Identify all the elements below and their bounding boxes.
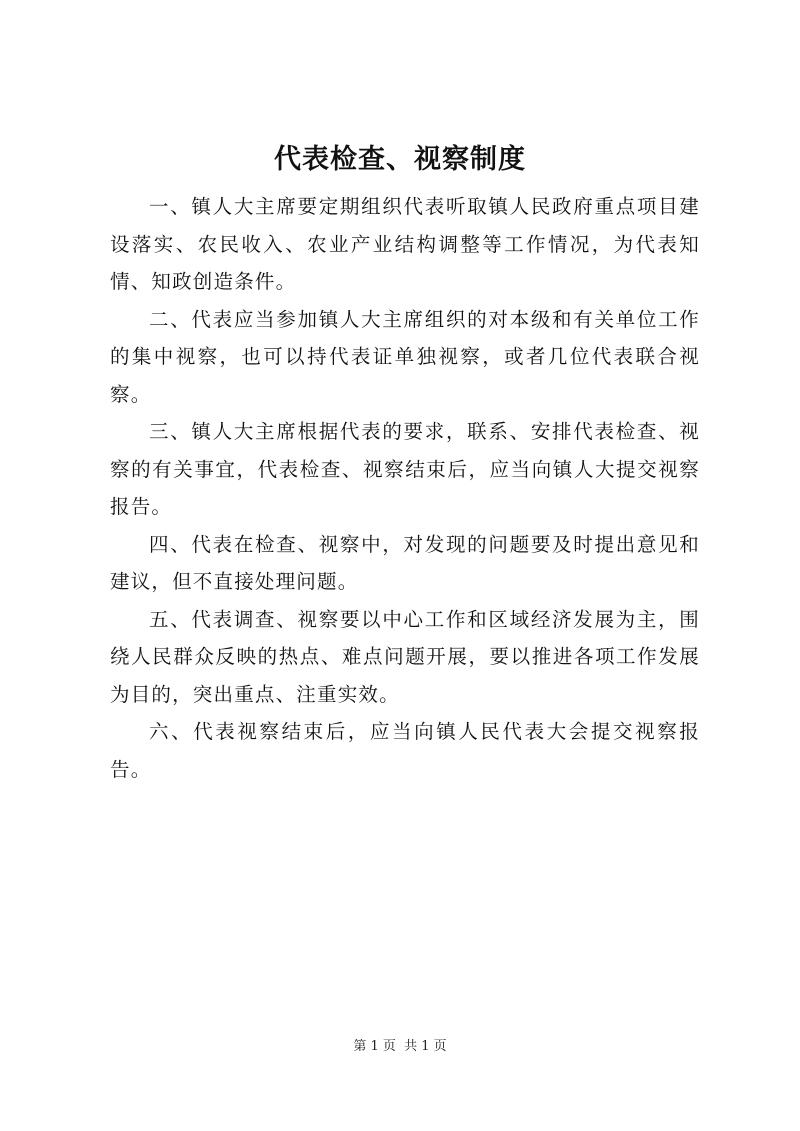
page-number-label: 第 1 页 共 1 页 — [353, 1039, 447, 1054]
document-body — [110, 188, 700, 788]
paragraph-3: 三、镇人大主席根据代表的要求，联系、安排代表检查、视察的有关事宜，代表检查、视察结束后，应当向镇人大提交视察报告。 — [110, 420, 700, 518]
paragraph-5: 五、代表调查、视察要以中心工作和区域经济发展为主，围绕人民群众反映的热点、难点问题开展，要以推进各项工作发展为目的，突出重点、注重实效。 — [110, 607, 700, 706]
page-title: 代表检查、视察制度 — [274, 144, 526, 175]
paragraph-6: 六、代表视察结束后，应当向镇人民代表大会提交视察报告。 — [110, 720, 700, 781]
page-footer — [0, 1038, 800, 1056]
paragraph-1: 一、镇人大主席要定期组织代表听取镇人民政府重点项目建设落实、农民收入、农业产业结构调整等工作情况，为代表知情、知政创造条件。 — [110, 195, 700, 293]
paragraph-2: 二、代表应当参加镇人大主席组织的对本级和有关单位工作的集中视察，也可以持代表证单独视察，或者几位代表联合视察。 — [110, 307, 700, 406]
paragraph-4: 四、代表在检查、视察中，对发现的问题要及时提出意见和建议，但不直接处理问题。 — [110, 532, 700, 593]
